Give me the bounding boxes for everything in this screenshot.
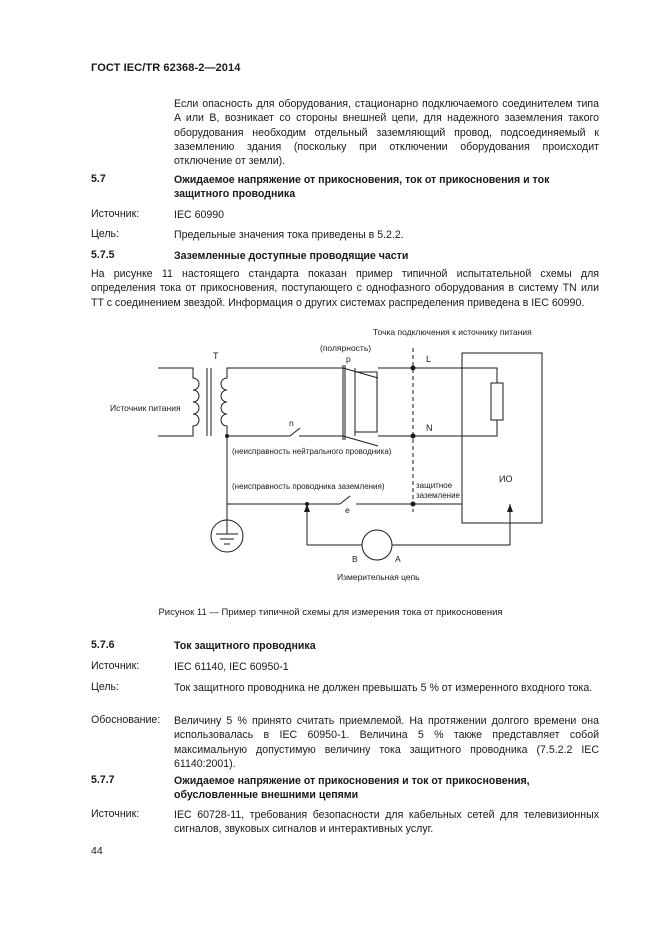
figure-caption: Рисунок 11 — Пример типичной схемы для измерения тока от прикосновения: [158, 607, 503, 618]
document-header: ГОСТ IEC/TR 62368-2—2014: [91, 62, 241, 74]
section-title-5-7-6: Ток защитного проводника: [174, 640, 316, 652]
label-polarity: (полярность): [320, 343, 372, 353]
source-value: IEC 61140, IEC 60950-1: [174, 661, 289, 673]
page-number: 44: [91, 845, 103, 857]
section-title-5-7-7: Ожидаемое напряжение от прикосновения и ток от прикосновения, обусловленные внешними цепями: [174, 775, 530, 802]
label-p: p: [346, 354, 351, 364]
label-eut: ИО: [499, 474, 513, 484]
intro-paragraph: Если опасность для оборудования, стационарно подключаемого соединителем типа A или B, возникает со стороны внешней цепи, для надежного заземления такого оборудования необходим отдельный заземляющий провод, подсоединяемый к заземлению здания (поскольку при отключении оборудования происходит отключение от земли).: [174, 98, 599, 168]
label-B: B: [352, 554, 358, 564]
label-supply-point: Точка подключения к источнику питания: [373, 327, 532, 337]
label-T: T: [213, 351, 219, 361]
label-N: N: [426, 423, 433, 433]
section-number-5-7-7: 5.7.7: [91, 774, 115, 786]
label-power-source: Источник питания: [110, 403, 181, 413]
label-measuring-circuit: Измерительная цепь: [337, 572, 420, 582]
label-A: A: [395, 554, 401, 564]
rationale-label: Обоснование:: [91, 714, 161, 726]
rationale-value: Величину 5 % принято считать приемлемой. На протяжении долгого времени она использовалась в IEC 60950-1. Величина 5 % также представляет собой максимальную допустимую величину тока защитного проводника (7.5.2.2 IEC 61140:2001).: [174, 715, 599, 770]
label-neutral-fault: (неисправность нейтрального проводника): [232, 447, 392, 456]
source-label: Источник:: [91, 208, 140, 220]
label-e: e: [345, 505, 350, 515]
purpose-label: Цель:: [91, 228, 120, 240]
source-value: IEC 60728-11, требования безопасности для кабельных сетей для телевизионных сигналов, звуковых сигналов и интерактивных услуг.: [174, 809, 599, 836]
label-protective-ground-2: заземление: [416, 491, 461, 500]
section-5-7-5-paragraph: На рисунке 11 настоящего стандарта показан пример типичной испытательной схемы для определения тока от прикосновения, поступающего с однофазного оборудования в систему TN или TT с соединением звездой. Информация о других системах распределения приведена в IEC 60990.: [91, 268, 599, 309]
section-number-5-7-5: 5.7.5: [91, 249, 115, 261]
label-n: n: [289, 418, 294, 428]
section-title-5-7: Ожидаемое напряжение от прикосновения, ток от прикосновения и ток защитного проводника: [174, 174, 550, 201]
label-protective-ground-1: защитное: [416, 481, 453, 490]
section-number-5-7: 5.7: [91, 173, 106, 185]
purpose-value: Предельные значения тока приведены в 5.2.2.: [174, 229, 404, 241]
figure-11-circuit-diagram: [0, 315, 661, 600]
source-label: Источник:: [91, 660, 140, 672]
purpose-value: Ток защитного проводника не должен превышать 5 % от измеренного входного тока.: [174, 682, 593, 694]
section-number-5-7-6: 5.7.6: [91, 639, 115, 651]
source-label: Источник:: [91, 808, 140, 820]
label-L: L: [426, 354, 432, 364]
label-ground-fault: (неисправность проводника заземления): [232, 482, 385, 491]
purpose-label: Цель:: [91, 681, 120, 693]
section-title-5-7-5: Заземленные доступные проводящие части: [174, 250, 409, 262]
source-value: IEC 60990: [174, 209, 225, 221]
